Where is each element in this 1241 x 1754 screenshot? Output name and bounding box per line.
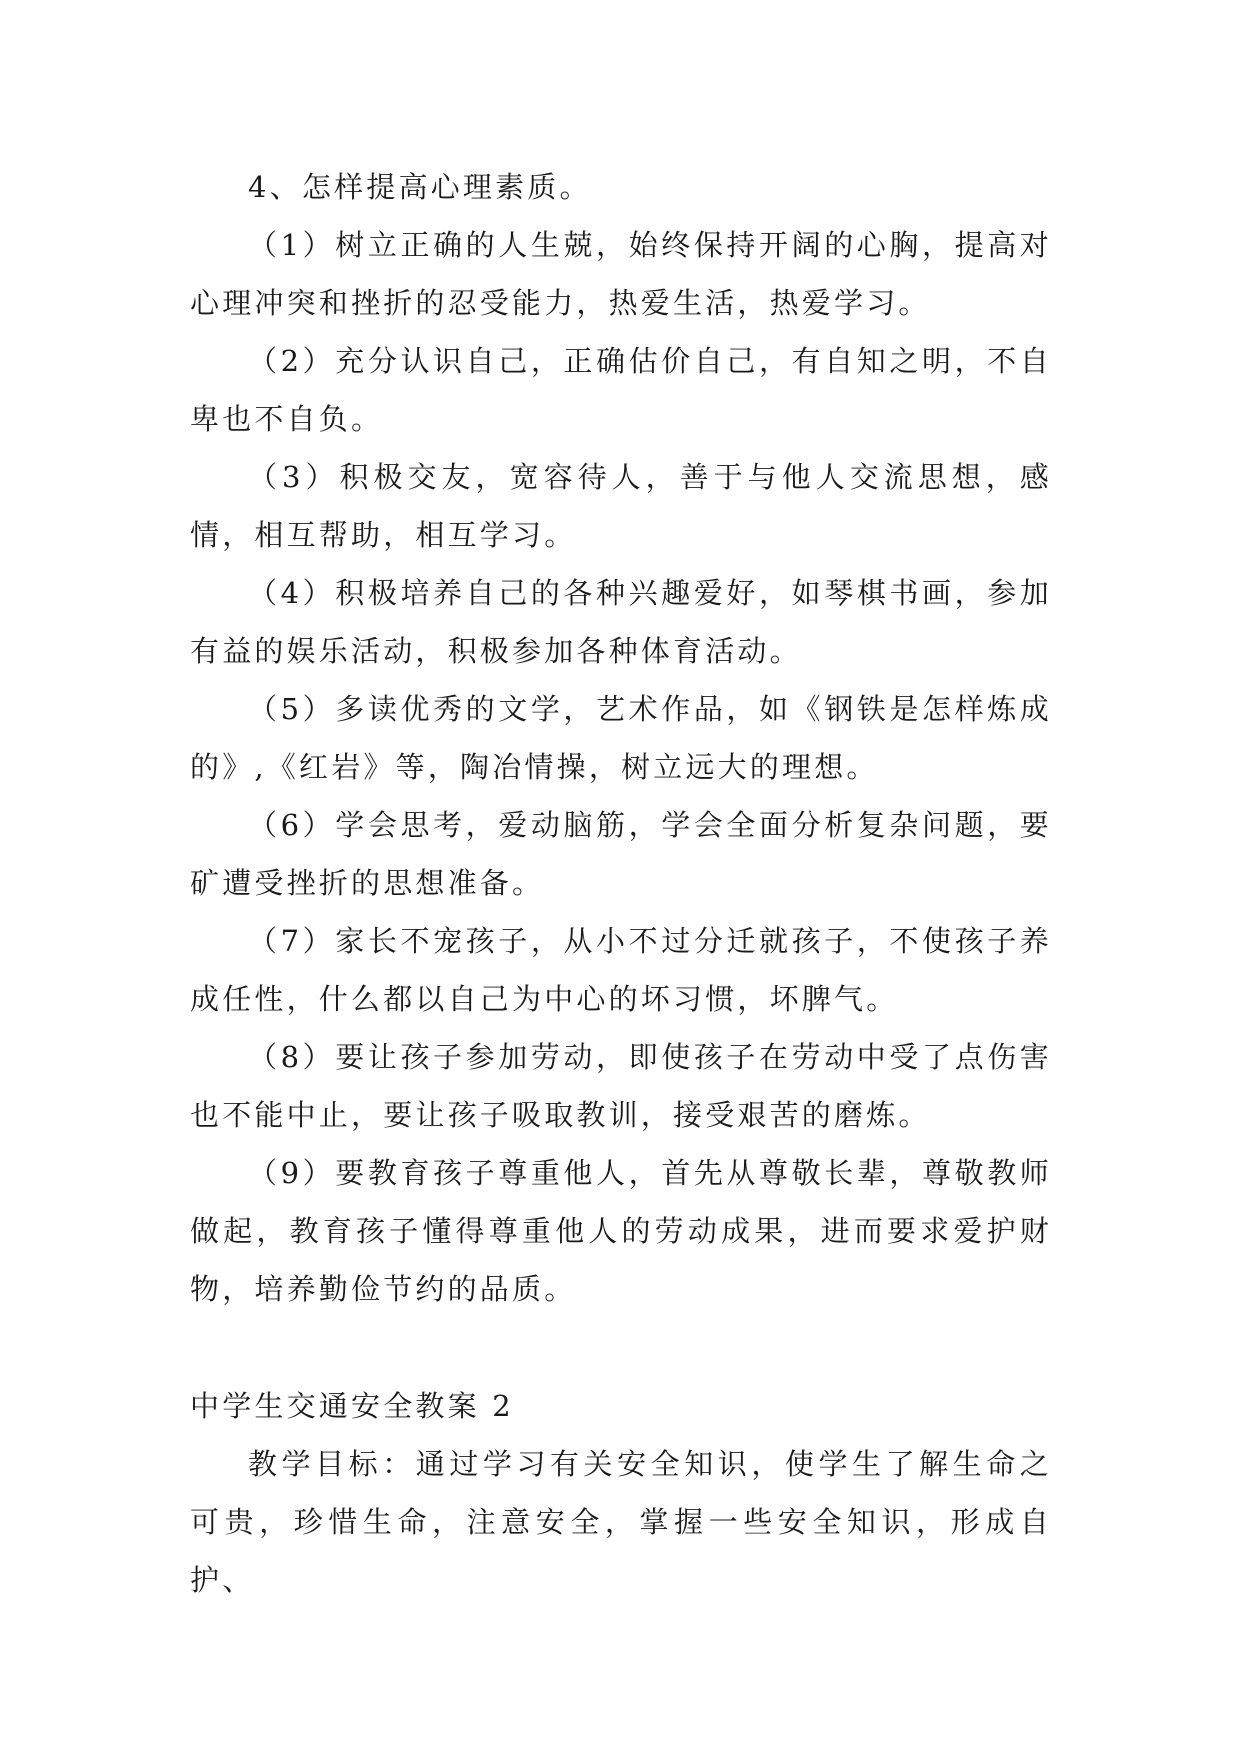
teaching-objective-paragraph: 教学目标：通过学习有关安全知识，使学生了解生命之可贵，珍惜生命，注意安全，掌握一些安全知识，形成自护、 bbox=[190, 1447, 1052, 1597]
list-paragraph-9: （9）要教育孩子尊重他人，首先从尊敬长辈，尊敬教师做起，教育孩子懂得尊重他人的劳动成果，进而要求爱护财物，培养勤俭节约的品质。 bbox=[190, 1156, 1052, 1306]
list-paragraph-7: （7）家长不宠孩子，从小不过分迁就孩子，不使孩子养成任性，什么都以自己为中心的坏习惯，坏脾气。 bbox=[190, 924, 1052, 1016]
list-paragraph-4: （4）积极培养自己的各种兴趣爱好，如琴棋书画，参加有益的娱乐活动，积极参加各种体育活动。 bbox=[190, 576, 1052, 668]
list-paragraph-3: （3）积极交友，宽容待人，善于与他人交流思想，感情，相互帮助，相互学习。 bbox=[190, 460, 1052, 552]
section-title: 中学生交通安全教案 2 bbox=[190, 1389, 514, 1423]
list-paragraph-1: （1）树立正确的人生兢，始终保持开阔的心胸，提高对心理冲突和挫折的忍受能力，热爱生活，热爱学习。 bbox=[190, 228, 1052, 320]
heading-paragraph: 4、怎样提高心理素质。 bbox=[248, 170, 592, 204]
list-paragraph-8: （8）要让孩子参加劳动，即使孩子在劳动中受了点伤害也不能中止，要让孩子吸取教训，接受艰苦的磨炼。 bbox=[190, 1040, 1052, 1132]
document-page bbox=[190, 158, 1052, 1609]
list-paragraph-2: （2）充分认识自己，正确估价自己，有自知之明，不自卑也不自负。 bbox=[190, 344, 1052, 436]
list-paragraph-5: （5）多读优秀的文学，艺术作品，如《钢铁是怎样炼成的》,《红岩》等，陶冶情操，树立远大的理想。 bbox=[190, 692, 1052, 784]
list-paragraph-6: （6）学会思考，爱动脑筋，学会全面分析复杂问题，要矿遭受挫折的思想准备。 bbox=[190, 808, 1052, 900]
